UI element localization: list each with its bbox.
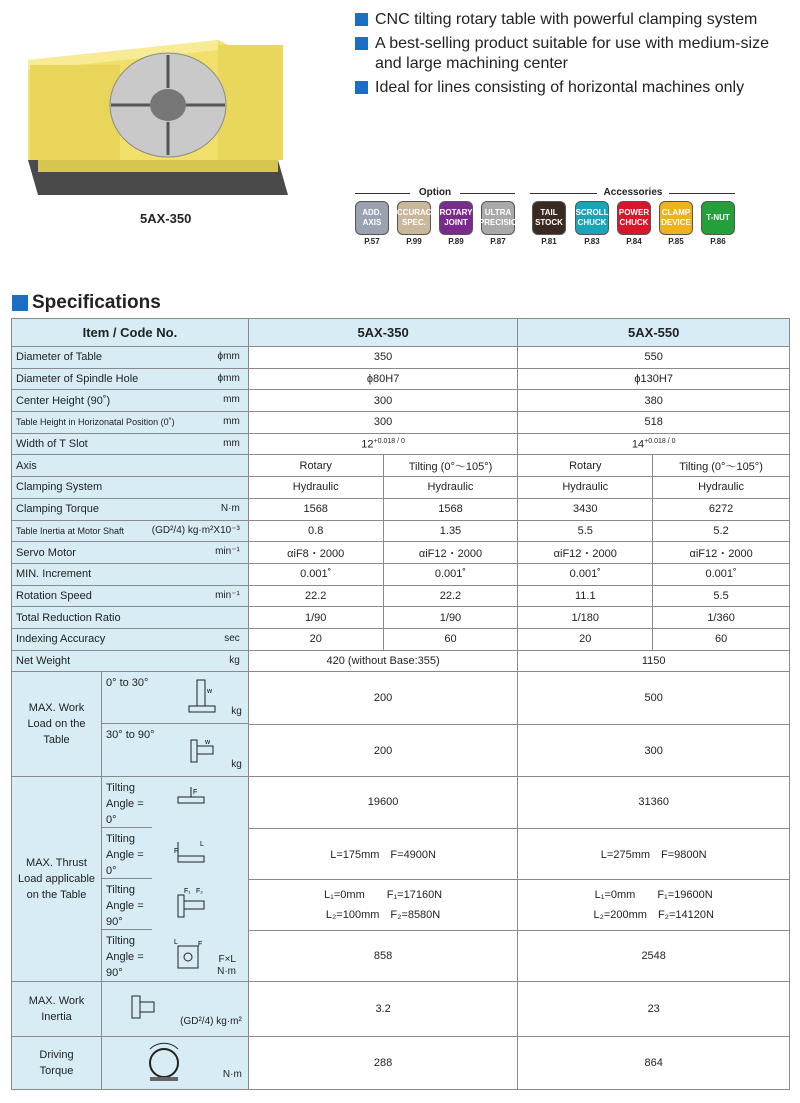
table-cell: 19600 xyxy=(248,777,518,828)
table-cell: 1/90 xyxy=(248,607,383,629)
table-row xyxy=(12,650,790,672)
table-cell: 3430 xyxy=(518,498,653,520)
table-row xyxy=(12,347,790,369)
svg-text:F₂: F₂ xyxy=(196,888,203,896)
accessory-label: Accessories xyxy=(597,187,669,198)
table-cell: Hydraulic xyxy=(248,477,383,499)
svg-text:F: F xyxy=(174,848,179,856)
svg-text:L: L xyxy=(200,841,204,849)
table-cell: 20 xyxy=(248,628,383,650)
table-cell: αiF12・2000 xyxy=(518,542,653,564)
table-cell: 420 (without Base:355) xyxy=(248,650,518,672)
table-cell: Clamping Torque N·m xyxy=(12,498,249,520)
table-cell: Total Reduction Ratio xyxy=(12,607,249,629)
table-row xyxy=(12,368,790,390)
inertia-diagram-icon xyxy=(122,992,162,1022)
table-row xyxy=(12,585,790,607)
svg-text:w: w xyxy=(207,688,213,696)
table-cell: MAX. Work Load on the Table 0° to 30° w kg 30° to 90° w kg xyxy=(12,672,249,777)
table-row xyxy=(12,628,790,650)
feature-list xyxy=(355,10,795,102)
table-cell: L₁=0mm F₁=19600N L₂=200mm F₂=14120N xyxy=(518,879,790,930)
svg-text:w: w xyxy=(205,739,211,747)
table-cell: Tilting (0°〜105°) xyxy=(383,455,518,477)
table-cell: 0.001˚ xyxy=(653,563,790,585)
table-cell: Clamping System xyxy=(12,477,249,499)
table-cell: αiF12・2000 xyxy=(383,542,518,564)
header-model-1: 5AX-350 xyxy=(248,319,518,347)
accessory-badge: T-NUT xyxy=(701,201,735,235)
option-badge-page: P.87 xyxy=(490,237,506,246)
table-row xyxy=(12,520,790,542)
section-title: Specifications xyxy=(12,292,161,314)
table-header-row xyxy=(12,319,790,347)
table-cell: MAX. Thrust Load applicable on the Table Tilting Angle = 0° F Tilting Angle = 0° L F Tilting Angle = 90° F₁ F₂ Tilting Angle = 90° F L F×L N·m xyxy=(12,777,249,982)
svg-text:F: F xyxy=(193,789,198,797)
table-row xyxy=(12,607,790,629)
accessory-badge-page: P.84 xyxy=(626,237,642,246)
table-cell: 0.001˚ xyxy=(518,563,653,585)
table-cell: Table Inertia at Motor Shaft (GD²/4) kg·m²X10⁻³ xyxy=(12,520,249,542)
table-cell: 0.8 xyxy=(248,520,383,542)
spec-table xyxy=(11,318,790,1090)
table-cell: $12^{+0.018 / 0}$ xyxy=(248,433,518,455)
table-cell: αiF12・2000 xyxy=(653,542,790,564)
option-label: Option xyxy=(410,187,460,198)
accessory-badge: SCROLL CHUCK xyxy=(575,201,609,235)
table-cell: 3.2 xyxy=(248,982,518,1037)
option-badge: ADD. AXIS xyxy=(355,201,389,235)
table-cell: 1/360 xyxy=(653,607,790,629)
accessory-badge: CLAMP DEVICE xyxy=(659,201,693,235)
feature-item: Ideal for lines consisting of horizontal machines only xyxy=(355,78,795,98)
workload-diagram-icon xyxy=(187,736,217,766)
table-cell: MIN. Increment xyxy=(12,563,249,585)
table-row xyxy=(12,477,790,499)
table-cell: 5.5 xyxy=(653,585,790,607)
option-badge: ACCURACY SPEC. xyxy=(397,201,431,235)
table-cell: αiF8・2000 xyxy=(248,542,383,564)
table-cell: Rotary xyxy=(518,455,653,477)
table-cell: 31360 xyxy=(518,777,790,828)
svg-text:F₁: F₁ xyxy=(184,888,191,896)
table-row xyxy=(12,498,790,520)
table-row xyxy=(12,982,790,1037)
table-cell: 2548 xyxy=(518,931,790,982)
table-cell: 1/180 xyxy=(518,607,653,629)
table-cell: Driving Torque N·m xyxy=(12,1037,249,1090)
table-cell: 200 xyxy=(248,724,518,777)
table-cell: 350 xyxy=(248,347,518,369)
table-cell: $14^{+0.018 / 0}$ xyxy=(518,433,790,455)
table-cell: Tilting (0°〜105°) xyxy=(653,455,790,477)
table-cell: Center Height (90˚) mm xyxy=(12,390,249,412)
table-cell: 1568 xyxy=(383,498,518,520)
table-cell: 22.2 xyxy=(383,585,518,607)
table-cell: Width of T Slot mm xyxy=(12,433,249,455)
table-row xyxy=(12,412,790,434)
thrust-diagram-icon xyxy=(174,936,204,972)
table-cell: 1568 xyxy=(248,498,383,520)
table-cell: Servo Motor min⁻¹ xyxy=(12,542,249,564)
table-cell: 300 xyxy=(518,724,790,777)
table-cell: 1/90 xyxy=(383,607,518,629)
feature-item: A best-selling product suitable for use with medium-size and large machining center xyxy=(355,34,795,74)
table-cell: 300 xyxy=(248,412,518,434)
table-cell: ϕ80H7 xyxy=(248,368,518,390)
table-cell: 20 xyxy=(518,628,653,650)
svg-text:F: F xyxy=(198,941,203,949)
table-cell: 22.2 xyxy=(248,585,383,607)
torque-diagram-icon xyxy=(144,1041,184,1085)
accessory-badge-page: P.85 xyxy=(668,237,684,246)
table-cell: 1150 xyxy=(518,650,790,672)
accessory-badge-page: P.83 xyxy=(584,237,600,246)
bullet-square-icon xyxy=(355,81,368,94)
table-row xyxy=(12,777,790,828)
table-row xyxy=(12,433,790,455)
table-cell: 380 xyxy=(518,390,790,412)
table-cell: MAX. Work Inertia (GD²/4) kg·m² xyxy=(12,982,249,1037)
title-square-icon xyxy=(12,295,28,311)
header-model-2: 5AX-550 xyxy=(518,319,790,347)
table-cell: 858 xyxy=(248,931,518,982)
table-cell: 200 xyxy=(248,672,518,725)
table-cell: 864 xyxy=(518,1037,790,1090)
table-row xyxy=(12,390,790,412)
table-cell: 518 xyxy=(518,412,790,434)
thrust-diagram-icon xyxy=(174,787,208,811)
table-cell: 5.5 xyxy=(518,520,653,542)
option-badge-page: P.99 xyxy=(406,237,422,246)
accessory-badge: POWER CHUCK xyxy=(617,201,651,235)
table-cell: 60 xyxy=(653,628,790,650)
accessory-badge-page: P.86 xyxy=(710,237,726,246)
table-cell: 5.2 xyxy=(653,520,790,542)
table-cell: 1.35 xyxy=(383,520,518,542)
table-cell: 6272 xyxy=(653,498,790,520)
table-cell: Table Height in Horizonatal Position (0˚) mm xyxy=(12,412,249,434)
product-model-caption: 5AX-350 xyxy=(140,211,192,226)
table-cell: Rotary xyxy=(248,455,383,477)
table-cell: 550 xyxy=(518,347,790,369)
bullet-square-icon xyxy=(355,37,368,50)
table-cell: 60 xyxy=(383,628,518,650)
table-cell: 23 xyxy=(518,982,790,1037)
table-cell: Axis xyxy=(12,455,249,477)
product-photo xyxy=(8,10,303,210)
table-cell: 300 xyxy=(248,390,518,412)
thrust-diagram-icon xyxy=(174,838,208,868)
table-cell: Hydraulic xyxy=(653,477,790,499)
table-row xyxy=(12,1037,790,1090)
table-cell: 0.001˚ xyxy=(383,563,518,585)
table-cell: L=175mm F=4900N xyxy=(248,828,518,879)
table-cell: Rotation Speed min⁻¹ xyxy=(12,585,249,607)
svg-text:L: L xyxy=(174,939,178,947)
workload-diagram-icon xyxy=(187,678,217,718)
table-cell: Diameter of Spindle Hole ϕmm xyxy=(12,368,249,390)
table-cell: 288 xyxy=(248,1037,518,1090)
table-row xyxy=(12,563,790,585)
table-cell: Indexing Accuracy sec xyxy=(12,628,249,650)
option-badge-page: P.89 xyxy=(448,237,464,246)
table-cell: Hydraulic xyxy=(518,477,653,499)
table-cell: 11.1 xyxy=(518,585,653,607)
thrust-diagram-icon xyxy=(174,885,208,921)
table-cell: 500 xyxy=(518,672,790,725)
accessory-badge: TAIL STOCK xyxy=(532,201,566,235)
header-item: Item / Code No. xyxy=(12,319,249,347)
table-cell: Net Weight kg xyxy=(12,650,249,672)
table-cell: ϕ130H7 xyxy=(518,368,790,390)
table-cell: L=275mm F=9800N xyxy=(518,828,790,879)
table-cell: Hydraulic xyxy=(383,477,518,499)
table-row xyxy=(12,672,790,725)
table-cell: L₁=0mm F₁=17160N L₂=100mm F₂=8580N xyxy=(248,879,518,930)
bullet-square-icon xyxy=(355,13,368,26)
feature-item: CNC tilting rotary table with powerful clamping system xyxy=(355,10,795,30)
option-badge: ULTRA PRECISIO xyxy=(481,201,515,235)
table-row xyxy=(12,455,790,477)
table-cell: 0.001˚ xyxy=(248,563,383,585)
option-badge: ROTARY JOINT xyxy=(439,201,473,235)
option-badge-page: P.57 xyxy=(364,237,380,246)
table-cell: Diameter of Table ϕmm xyxy=(12,347,249,369)
accessory-badge-page: P.81 xyxy=(541,237,557,246)
table-row xyxy=(12,542,790,564)
